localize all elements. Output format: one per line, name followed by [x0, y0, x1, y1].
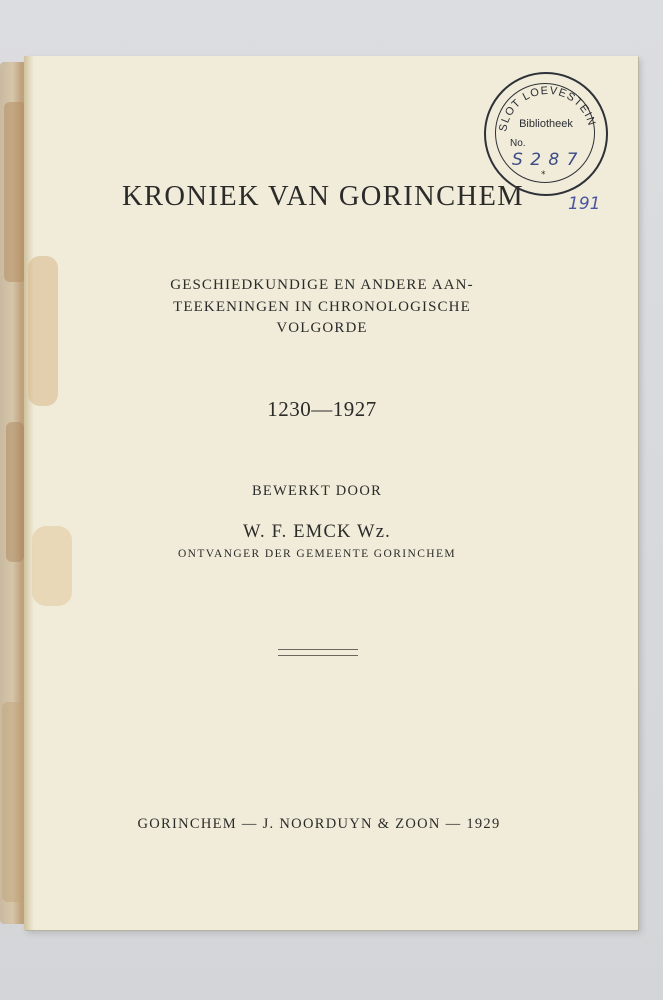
- spine-wear: [4, 102, 26, 282]
- handwritten-note: 191: [568, 194, 601, 214]
- publisher-imprint: GORINCHEM — J. NOORDUYN & ZOON — 1929: [137, 816, 501, 832]
- library-stamp: [484, 72, 608, 196]
- book-title: KRONIEK VAN GORINCHEM: [121, 181, 525, 212]
- spine-wear: [2, 702, 26, 902]
- edited-by-label: BEWERKT DOOR: [251, 483, 383, 499]
- author-position: ONTVANGER DER GEMEENTE GORINCHEM: [177, 548, 457, 560]
- subtitle-line: TEEKENINGEN IN CHRONOLOGISCHE: [173, 298, 471, 315]
- star-icon: *: [541, 170, 546, 180]
- stamp-number-label: No.: [510, 138, 526, 149]
- decorative-rule: [278, 649, 358, 656]
- stamp-arc-text: [486, 74, 606, 194]
- subtitle-line: GESCHIEDKUNDIGE EN ANDERE AAN-: [170, 277, 474, 293]
- year-range: 1230—1927: [267, 397, 377, 421]
- subtitle: [0, 275, 644, 340]
- stamp-library-label: Bibliotheek: [519, 118, 573, 130]
- stamp-arc-label: SLOT LOEVESTEIN: [497, 84, 598, 133]
- author-name: W. F. EMCK Wz.: [243, 522, 391, 542]
- subtitle-line: VOLGORDE: [276, 320, 368, 336]
- stamp-handwritten-number: S 2 8 7: [512, 150, 579, 170]
